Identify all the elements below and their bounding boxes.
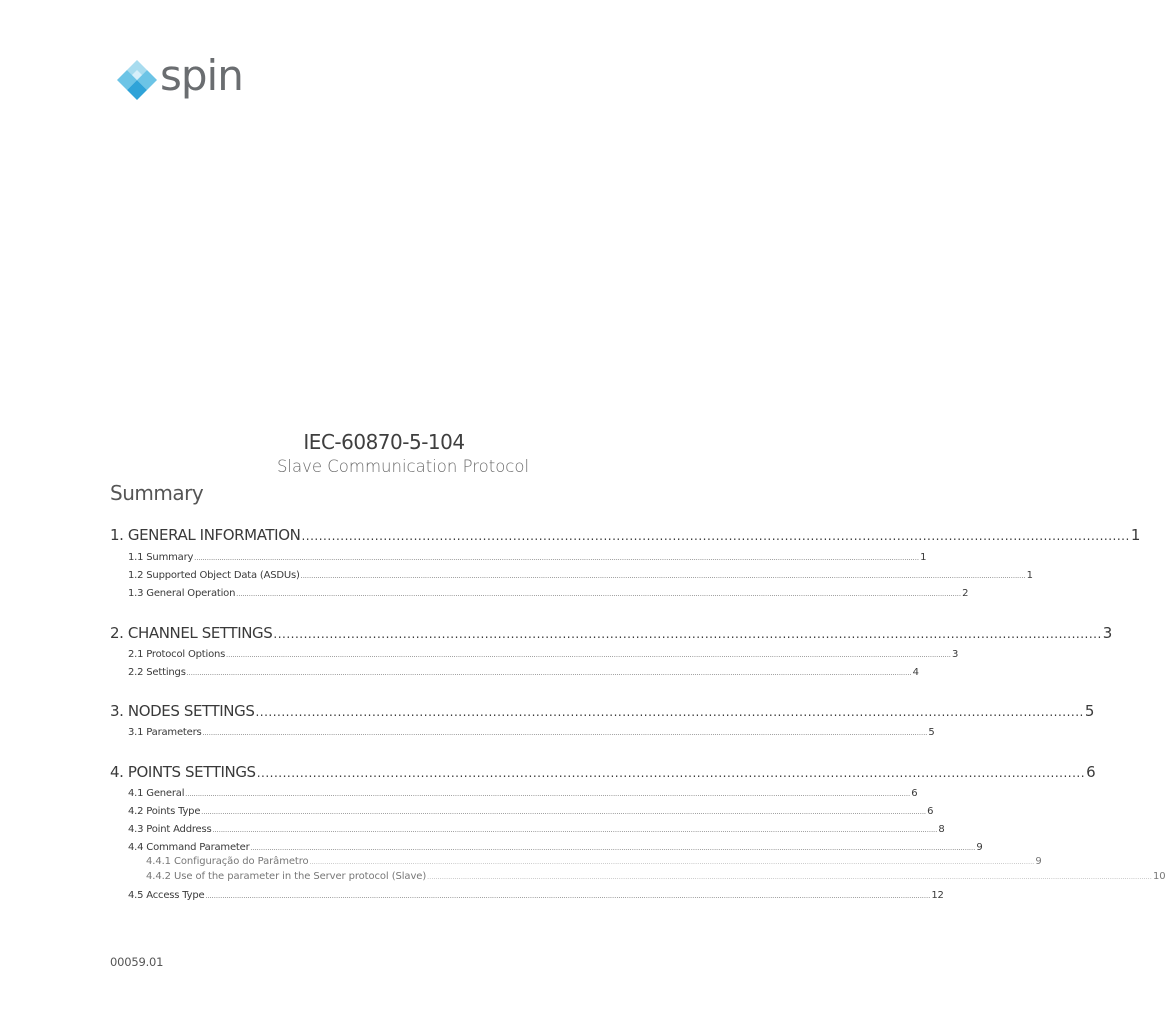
toc-entry-access-type[interactable] <box>128 890 944 901</box>
toc-entry-label: 1. GENERAL INFORMATION <box>110 526 301 544</box>
toc-entry-point-address[interactable] <box>128 824 945 835</box>
toc-entry-points-type[interactable] <box>128 806 934 817</box>
toc-entry-points-settings[interactable] <box>110 763 1096 781</box>
toc-entry-label: 2. CHANNEL SETTINGS <box>110 624 273 642</box>
toc-entry-label: 4.2 Points Type <box>128 806 201 817</box>
toc-entry-page: 9 <box>976 842 983 853</box>
toc-leader-dots: ........................................................................................................................................................................................................................................................................................................................................................ <box>212 827 938 834</box>
toc-leader-dots: ........................................................................................................................................................................................................................................................................................................................................................ <box>250 845 976 852</box>
toc-entry-label: 4.4 Command Parameter <box>128 842 250 853</box>
toc-entry-general[interactable] <box>128 788 918 799</box>
toc-entry-page: 12 <box>931 890 944 901</box>
document-subtitle: Slave Communication Protocol <box>276 457 530 476</box>
toc-entry-label: 1.3 General Operation <box>128 588 236 599</box>
toc-entry-page: 6 <box>927 806 934 817</box>
toc-leader-dots: ................................................................................................................................................................................................ <box>256 766 1086 780</box>
toc-entry-label: 4.5 Access Type <box>128 890 205 901</box>
document-code: 00059.01 <box>110 955 164 969</box>
toc-entry-general-information[interactable] <box>110 526 1140 544</box>
toc-entry-label: 4.1 General <box>128 788 185 799</box>
toc-leader-dots: ........................................................................................................................................................................................................................................................................................................................................................ <box>236 591 962 598</box>
toc-leader-dots: ........................................................................................................................................................................................................................................................................................................................................................ <box>300 573 1026 580</box>
toc-leader-dots: ........................................................................................................................................................................................................................................................................................................................................................ <box>202 730 928 737</box>
toc-leader-dots: ........................................................................................................................................................................................................................................................................................................................................................ <box>185 791 911 798</box>
toc-entry-channel-settings[interactable] <box>110 624 1112 642</box>
toc-entry-page: 8 <box>938 824 945 835</box>
toc-leader-dots: ................................................................................................................................................................................................ <box>255 705 1084 719</box>
toc-leader-dots: ................................................................................................................................................................................................ <box>301 529 1130 543</box>
toc-entry-label: 3. NODES SETTINGS <box>110 702 255 720</box>
toc-entry-page: 5 <box>1084 702 1095 720</box>
toc-entry-parameters[interactable] <box>128 727 935 738</box>
toc-leader-dots: ........................................................................................................................................................................................................................................................................................................................................................ <box>205 893 931 900</box>
toc-entry-page: 6 <box>1086 763 1096 781</box>
toc-entry-supported-object-data[interactable] <box>128 570 1033 581</box>
toc-entry-label: 4.4.1 Configuração do Parâmetro <box>146 856 309 867</box>
toc-entry-general-operation[interactable] <box>128 588 969 599</box>
toc-entry-page: 6 <box>911 788 918 799</box>
toc-leader-dots: ........................................................................................................................................................................................................................................................................................................................................................ <box>226 652 952 659</box>
toc-entry-use-of-parameter[interactable] <box>146 871 1166 882</box>
toc-leader-dots: ........................................................................................................................................................................................................................................................................................................................................................ <box>309 859 1035 866</box>
toc-entry-label: 3.1 Parameters <box>128 727 202 738</box>
toc-entry-page: 1 <box>1130 526 1140 544</box>
brand-name: spin <box>160 51 243 100</box>
toc-entry-page: 2 <box>962 588 969 599</box>
toc-entry-label: 4.3 Point Address <box>128 824 212 835</box>
brand-logo <box>116 51 243 100</box>
toc-entry-label: 2.2 Settings <box>128 667 186 678</box>
toc-entry-page: 3 <box>1102 624 1112 642</box>
toc-entry-page: 5 <box>928 727 935 738</box>
toc-entry-page: 3 <box>952 649 959 660</box>
toc-entry-protocol-options[interactable] <box>128 649 959 660</box>
toc-leader-dots: ........................................................................................................................................................................................................................................................................................................................................................ <box>186 670 912 677</box>
toc-entry-page: 9 <box>1035 856 1042 867</box>
toc-leader-dots: ................................................................................................................................................................................................ <box>273 627 1102 641</box>
toc-entry-label: 4. POINTS SETTINGS <box>110 763 256 781</box>
toc-entry-page: 4 <box>912 667 919 678</box>
toc-entry-label: 4.4.2 Use of the parameter in the Server protocol (Slave) <box>146 871 427 882</box>
document-title: IEC-60870-5-104 <box>303 430 465 454</box>
toc-entry-summary[interactable] <box>128 552 927 563</box>
toc-entry-command-parameter[interactable] <box>128 842 983 853</box>
toc-entry-configuracao-parametro[interactable] <box>146 856 1042 867</box>
toc-entry-label: 2.1 Protocol Options <box>128 649 226 660</box>
toc-entry-page: 1 <box>1026 570 1033 581</box>
toc-entry-settings[interactable] <box>128 667 919 678</box>
toc-leader-dots: ........................................................................................................................................................................................................................................................................................................................................................ <box>194 555 920 562</box>
toc-leader-dots: ........................................................................................................................................................................................................................................................................................................................................................ <box>201 809 927 816</box>
toc-entry-nodes-settings[interactable] <box>110 702 1095 720</box>
diamond-logo-icon <box>116 58 158 100</box>
toc-leader-dots: ........................................................................................................................................................................................................................................................................................................................................................ <box>427 874 1153 881</box>
toc-entry-page: 1 <box>920 552 927 563</box>
toc-entry-label: 1.2 Supported Object Data (ASDUs) <box>128 570 300 581</box>
toc-entry-page: 10 <box>1153 871 1166 882</box>
summary-heading: Summary <box>110 481 204 505</box>
toc-entry-label: 1.1 Summary <box>128 552 194 563</box>
